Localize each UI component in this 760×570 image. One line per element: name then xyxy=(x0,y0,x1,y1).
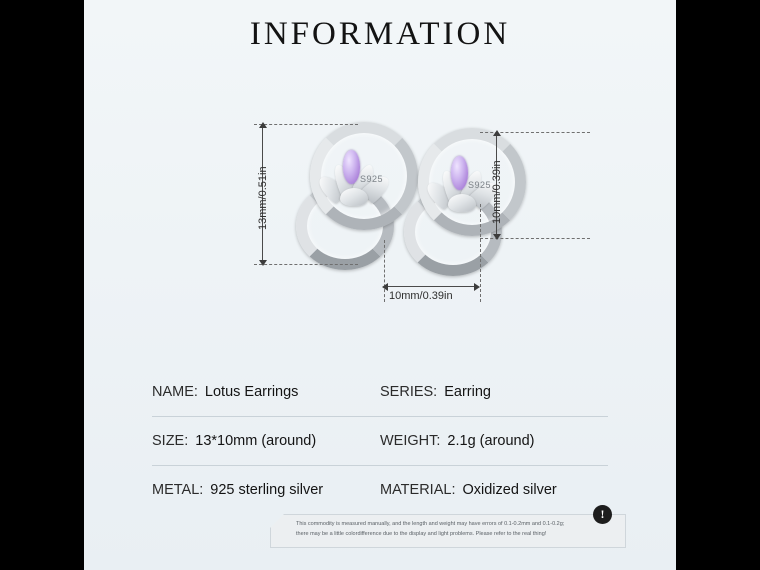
product-info-card xyxy=(84,0,676,570)
gemstone-right xyxy=(451,156,468,190)
guide-bottom-right xyxy=(480,204,481,302)
spec-weight-key: WEIGHT: xyxy=(380,433,441,449)
arrow-left-bottom xyxy=(259,260,267,266)
metal-stamp-right: S925 xyxy=(468,180,492,190)
spec-size-value: 13*10mm (around) xyxy=(195,433,317,449)
metal-stamp-left: S925 xyxy=(360,174,384,184)
note-line-1: This commodity is measured manually, and the length and weight may have errors of 0.1-0.2mm and 0.1-0.2g; xyxy=(296,521,565,527)
spec-series-key: SERIES: xyxy=(380,384,438,400)
guide-left-top xyxy=(254,124,358,125)
note-line-2: there may be a little colordifference due to the display and light problems. Please refer to the real thing! xyxy=(296,531,547,538)
spec-material-key: MATERIAL: xyxy=(380,482,456,498)
spec-series-value: Earring xyxy=(444,384,491,400)
guide-left-bottom xyxy=(254,264,358,265)
product-diagram xyxy=(84,100,676,330)
guide-bottom-left xyxy=(384,240,385,302)
spec-metal-value: 925 sterling silver xyxy=(210,482,324,498)
spec-size xyxy=(152,433,380,449)
arrow-bottom-left xyxy=(382,283,388,291)
table-row xyxy=(152,417,608,466)
spec-series xyxy=(380,384,608,400)
arrow-left-top xyxy=(259,122,267,128)
spec-weight-value: 2.1g (around) xyxy=(447,433,535,449)
spec-name-key: NAME: xyxy=(152,384,198,400)
arrow-bottom-right xyxy=(474,283,480,291)
label-left-height: 13mm/0.51in xyxy=(257,166,269,230)
spec-material xyxy=(380,482,608,498)
measure-line-bottom-width xyxy=(386,286,478,287)
spec-name xyxy=(152,384,380,400)
label-right-height: 10mm/0.39in xyxy=(491,160,503,224)
spec-size-key: SIZE: xyxy=(152,433,189,449)
arrow-right-top xyxy=(493,130,501,136)
arrow-right-bottom xyxy=(493,234,501,240)
spec-name-value: Lotus Earrings xyxy=(204,384,299,400)
page-title: INFORMATION xyxy=(249,16,511,52)
note-text xyxy=(296,519,586,540)
spec-table xyxy=(152,368,608,514)
table-row xyxy=(152,466,608,514)
spec-weight xyxy=(380,433,608,449)
spec-metal xyxy=(152,482,380,498)
spec-material-value: Oxidized silver xyxy=(462,482,557,498)
disclaimer-note xyxy=(270,507,626,548)
spec-metal-key: METAL: xyxy=(152,482,204,498)
gemstone-left xyxy=(343,150,360,184)
table-row xyxy=(152,368,608,417)
label-bottom-width: 10mm/0.39in xyxy=(389,290,453,302)
warning-icon: ! xyxy=(593,505,612,524)
